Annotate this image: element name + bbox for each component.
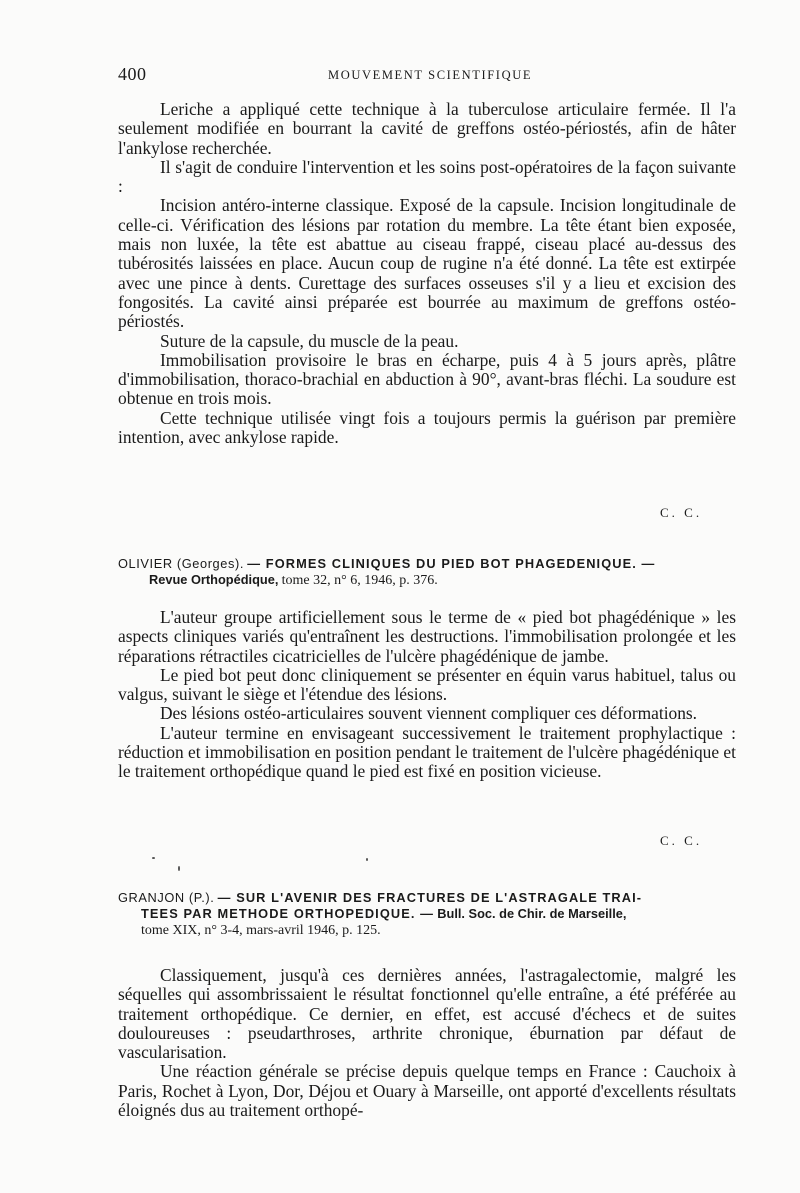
page-number: 400 — [118, 64, 147, 84]
paragraph: Cette technique utilisée vingt fois a toujours permis la guérison par première intention, avec ankylose rapide. — [118, 407, 736, 448]
paragraph: Des lésions ostéo-articulaires souvent viennent compliquer ces déformations. — [160, 703, 698, 724]
paragraph: Immobilisation provisoire le bras en écharpe, puis 4 à 5 jours après, plâtre d'immobilisation, thoraco-brachial en abduction à 90°, avant-bras fléchi. La soudure est obtenue en trois mois. — [118, 349, 736, 409]
page-header — [118, 64, 738, 88]
article-title-continued: TEES PAR METHODE ORTHOPEDIQUE. — — [141, 906, 435, 921]
paragraph: Le pied bot peut donc cliniquement se présenter en équin varus habituel, talus ou valgus, suivant le siège et l'étendue des lésions. — [118, 664, 736, 705]
scan-speck — [178, 866, 180, 871]
paragraph: Classiquement, jusqu'à ces dernières années, l'astragalectomie, malgré les séquelles qui assombrissaient le résultat fonctionnel qu'elle entraîne, a été préférée au traitement orthopédique. Ce dernier, en effet, est accusé d'échecs et de suites douloureuses : pseudarthroses, arthrite chronique, éburnation par défaut de vascularisation. — [118, 965, 736, 1063]
paragraph: Incision antéro-interne classique. Exposé de la capsule. Incision longitudinale de celle-ci. Vérification des lésions par rotation du membre. La tête étant bien exposée, mais non luxée, la tête est abattue au ciseau frappé, ciseau placé au-dessus des tubérosités laissées en place. Aucun coup de rugine n'a été donné. La tête est extirpée avec une pince à dents. Curettage des surfaces osseuses s'il y a lieu et excision des fongosités. La cavité ainsi préparée est bourrée au maximum de greffons ostéo-périostés. — [118, 195, 736, 332]
article-title: — FORMES CLINIQUES DU PIED BOT PHAGEDENIQUE. — — [247, 556, 656, 571]
author: GRANJON (P.). — [118, 890, 215, 905]
citation-details: tome 32, n° 6, 1946, p. 376. — [281, 573, 438, 588]
paragraph: Suture de la capsule, du muscle de la peau. — [160, 330, 459, 351]
author: OLIVIER (Georges). — [118, 556, 245, 571]
signature: C. C. — [660, 505, 703, 520]
paragraph: L'auteur groupe artificiellement sous le terme de « pied bot phagédénique » les aspects cliniques variés qu'entraînent les destructions. l'immobilisation prolongée et les réparations rétractiles cicatricielles de l'ulcère phagédénique de jambe. — [118, 607, 736, 666]
article-leriche-body — [118, 100, 736, 447]
article-granjon-body — [118, 966, 736, 1120]
paragraph: Il s'agit de conduire l'intervention et les soins post-opératoires de la façon suivante : — [118, 156, 736, 197]
signature: C. C. — [660, 833, 703, 848]
citation-details: tome XIX, n° 3-4, mars-avril 1946, p. 125. — [141, 923, 381, 938]
article-granjon-reference — [118, 890, 740, 939]
paragraph: Une réaction générale se précise depuis quelque temps en France : Cauchoix à Paris, Rochet à Lyon, Dor, Déjou et Ouary à Marseille, ont apporté d'excellents résultats éloignés dus au traitement orthopé- — [118, 1061, 736, 1121]
scan-speck — [366, 858, 368, 861]
article-title: — SUR L'AVENIR DES FRACTURES DE L'ASTRAGALE TRAI- — [217, 890, 643, 905]
paragraph: L'auteur termine en envisageant successivement le traitement prophylactique : réduction et immobilisation en position pendant le traitement de l'ulcère phagédénique et le traitement orthopédique quand le pied est fixé en position vicieuse. — [118, 722, 736, 782]
paragraph: Leriche a appliqué cette technique à la tuberculose articulaire fermée. Il l'a seulement modifiée en bourrant la cavité de greffons ostéo-périostés, afin de hâter l'ankylose recherchée. — [118, 99, 736, 158]
journal-name: Bull. Soc. de Chir. de Marseille, — [437, 906, 627, 921]
scan-speck — [152, 857, 155, 859]
running-title: MOUVEMENT SCIENTIFIQUE — [328, 68, 533, 82]
article-olivier-reference — [118, 556, 740, 589]
article-olivier-body — [118, 608, 736, 782]
journal-name: Revue Orthopédique, — [149, 572, 279, 587]
